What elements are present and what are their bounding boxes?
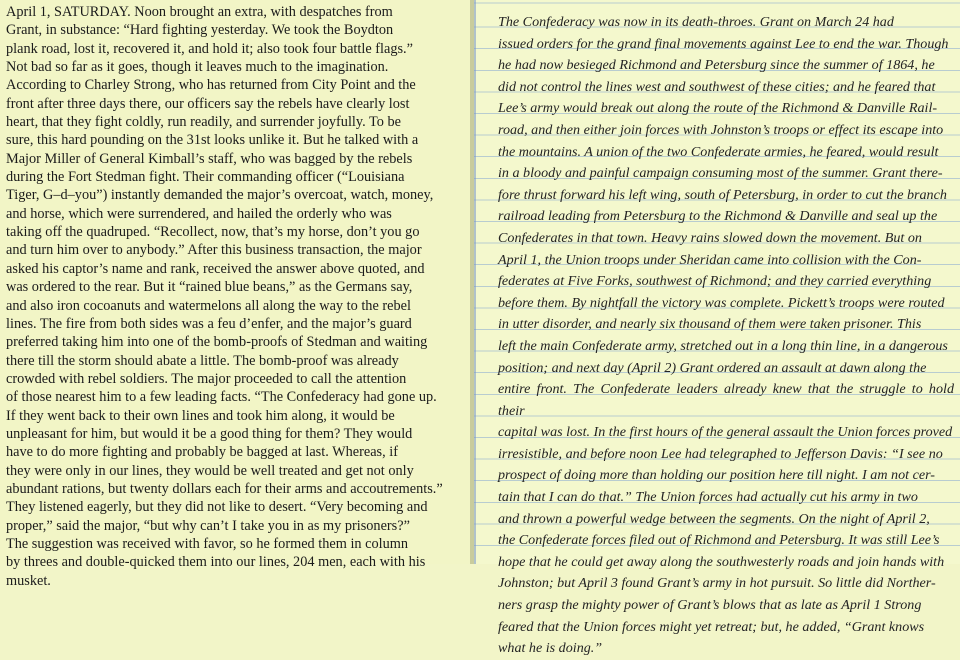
- left-page-text: April 1, SATURDAY. Noon brought an extra, with despatches from Grant, in substance: “Hard fighting yesterday. We took the Boydton plank road, lost it, recovered it, and hold it; also took four battle flags.” Not bad so far as it goes, though it leaves much to the imagination. According to Charley Strong, who has returned from City Point and the front after three days there, our officers say the rebels have clearly lost heart, that they fight coldly, run readily, and surrender joyfully. To be sure, this hard pounding on the 31st looks unlike it. But he talked with a Major Miller of General Kimball’s staff, who was bagged by the rebels during the Fort Stedman fight. Their commanding officer (“Louisiana Tiger, G–d–you”) instantly demanded the major’s overcoat, watch, money, and horse, which were surrendered, and hailed the orderly who was taking off the quadruped. “Recollect, now, that’s my horse, don’t you go and turn him over to anybody.” After this business transaction, the major asked his captor’s name and rank, received the answer above quoted, and was ordered to the rear. But it “rained blue beans,” as the Germans say, and also iron cocoanuts and watermelons all along the way to the rebel lines. The fire from both sides was a feu d’enfer, and the major’s guard preferred taking him into one of the bomb-proofs of Stedman and waiting there till the storm should abate a little. The bomb-proof was already crowded with rebel soldiers. The major proceeded to call the attention of those nearest him to a few leading facts. “The Confederacy had gone up. If they went back to their own lines and took him along, it would be unpleasant for him, but would it be a good thing for them? They would have to do more fighting and probably be bagged at last. Whereas, if they were only in our lines, they would be well treated and get not only abundant rations, but twenty dollars each for their arms and accoutrements.” They listened eagerly, but they did not like to desert. “Very becoming and proper,” said the major, “but why can’t I take you in as my prisoners?” The suggestion was received with favor, so he formed them in column by threes and double-quicked them into our lines, 204 men, each with his musket.: [6, 4, 443, 589]
- right-page-text: The Confederacy was now in its death-throes. Grant on March 24 had issued orders for the grand final movements against Lee to end the war. Though he had now besieged Richmond and Petersburg since the summer of 1864, he did not control the lines west and southwest of these cities; and he feared that Lee’s army would break out along the route of the Richmond & Danville Rail- road, and then either join forces with Johnston’s troops or effect its escape into the mountains. A union of the two Confederate armies, he feared, would result in a bloody and painful campaign consuming most of the summer. Grant there- fore thrust forward his left wing, south of Petersburg, in order to cut the branch railroad leading from Petersburg to the Richmond & Danville and seal up the Confederates in that town. Heavy rains slowed down the movement. But on April 1, the Union troops under Sheridan came into collision with the Con- federates at Five Forks, southwest of Richmond; and they carried everything before them. By nightfall the victory was complete. Pickett’s troops were routed in utter disorder, and nearly six thousand of them were taken prisoner. This left the main Confederate army, stretched out in a long thin line, in a dangerous position; and next day (April 2) Grant ordered an assault at dawn along the entire front. The Confederate leaders already knew that the struggle to hold their capital was lost. In the first hours of the general assault the Union forces proved irresistible, and before noon Lee had telegraphed to Jefferson Davis: “I see no prospect of doing more than holding our position here till night. I am not cer- tain that I can do that.” The Union forces had actually cut his army in two and thrown a powerful wedge between the segments. On the night of April 2, the Confederate forces filed out of Richmond and Petersburg. It was still Lee’s hope that he could get away along the southwesterly roads and join hands with Johnston; but April 3 found Grant’s army in hot pursuit. So little did Norther- ners grasp the mighty power of Grant’s blows that as late as April 1 Strong feared that the Union forces might yet retreat; but, he added, “Grant knows what he is doing.”: [498, 14, 954, 657]
- right-page: [474, 0, 960, 657]
- left-page: [0, 0, 470, 589]
